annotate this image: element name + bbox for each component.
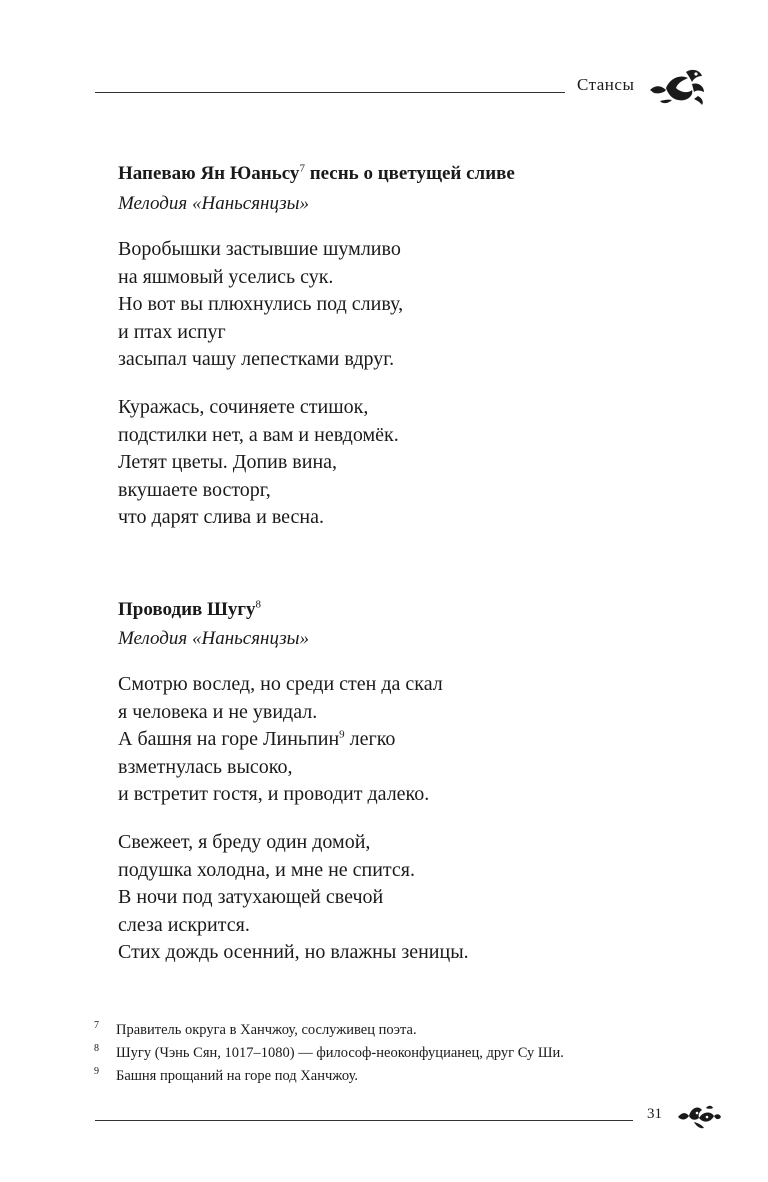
footnote-text: Шугу (Чэнь Сян, 1017–1080) — философ-неоконфуцианец, друг Су Ши. [116, 1045, 564, 1061]
verse-line: слеза искрится. [118, 913, 250, 936]
footnote-ref-7: 7 [299, 162, 305, 175]
dragon-ornament-icon [648, 66, 708, 106]
poem-1-stanza-1 [118, 236, 403, 374]
verse-line: В ночи под затухающей свечой [118, 886, 384, 908]
floral-ornament-icon [676, 1102, 722, 1132]
footnote-ref-9: 9 [339, 728, 345, 741]
footnote [94, 1068, 358, 1085]
page-number: 31 [647, 1106, 662, 1122]
verse-line: подстилки нет, а вам и невдомёк. [118, 423, 399, 446]
footnote-number: 8 [94, 1043, 99, 1054]
header-rule [95, 92, 565, 93]
verse-line: взметнулась высоко, [118, 755, 293, 778]
verse-line: А башня на горе Линьпин$^9$ легко [118, 728, 396, 750]
verse-line: Летят цветы. Допив вина, [118, 451, 338, 473]
poem-1-stanza-2 [118, 394, 399, 532]
verse-line: Смотрю вослед, но среди стен да скал [118, 673, 443, 695]
footnote-text: Правитель округа в Ханчжоу, сослуживец поэта. [116, 1022, 417, 1038]
footnote-number: 7 [94, 1020, 99, 1031]
verse-line: подушка холодна, и мне не спится. [118, 858, 415, 881]
footnote-ref-8: 8 [255, 598, 262, 611]
verse-line: вкушаете восторг, [118, 478, 271, 501]
verse-line: Куражась, сочиняете стишок, [118, 396, 369, 418]
poem-1-title: Напеваю Ян Юаньсу$^7$ песнь о цветущей сливе [118, 162, 515, 184]
verse-line: что дарят слива и весна. [118, 506, 325, 528]
footnote-text: Башня прощаний на горе под Ханчжоу. [116, 1068, 359, 1084]
poem-1-melody: Мелодия «Наньсянцзы» [118, 193, 309, 214]
poem-2-stanza-2 [118, 829, 469, 967]
verse-line: засыпал чашу лепестками вдруг. [118, 348, 395, 370]
verse-line: и птах испуг [118, 320, 226, 343]
verse-line: я человека и не увидал. [118, 700, 318, 723]
footnote-number: 9 [94, 1066, 99, 1077]
footnote [94, 1022, 417, 1039]
poem-2-melody: Мелодия «Наньсянцзы» [118, 628, 309, 649]
poem-2-title: Проводив Шугу$^8$ [118, 598, 262, 620]
verse-line: Но вот вы плюхнулись под сливу, [118, 293, 404, 315]
footnote [94, 1045, 564, 1062]
running-head: Стансы [577, 75, 635, 94]
verse-line: Стих дождь осенний, но влажны зеницы. [118, 941, 469, 963]
footer-rule [95, 1120, 633, 1121]
verse-line: Свежеет, я бреду один домой, [118, 831, 371, 853]
verse-line: на яшмовый уселись сук. [118, 265, 334, 288]
poem-2-stanza-1 [118, 671, 443, 809]
verse-line: и встретит гостя, и проводит далеко. [118, 783, 430, 805]
verse-line: Воробышки застывшие шумливо [118, 238, 401, 260]
